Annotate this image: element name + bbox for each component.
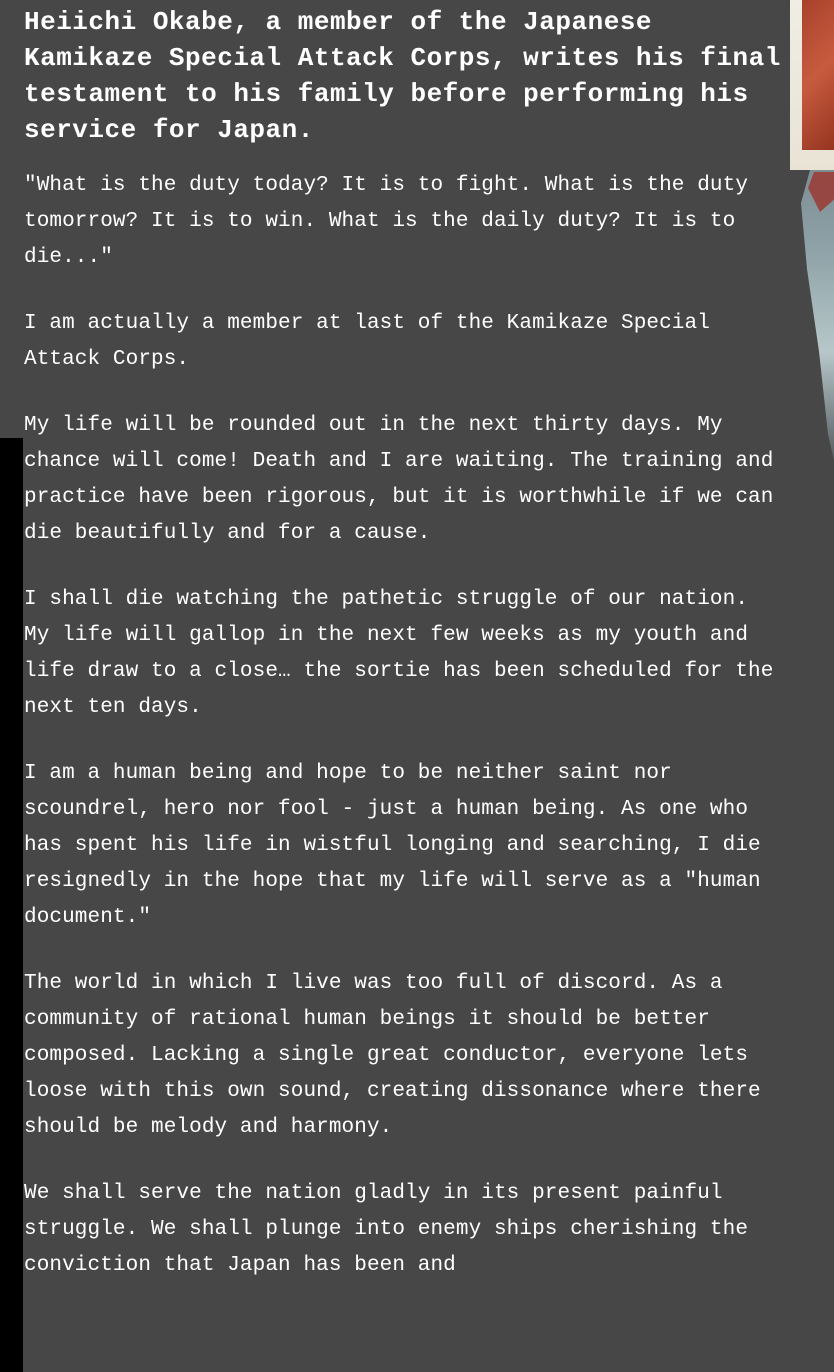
photo-frame	[790, 0, 834, 170]
paragraph: I shall die watching the pathetic struggle of our nation. My life will gallop in the next few weeks as my youth and life draw to a close… the sortie has been scheduled for the next ten days.	[24, 588, 774, 719]
map-fragment	[792, 170, 834, 500]
left-dark-bar	[0, 438, 23, 1372]
paragraph: My life will be rounded out in the next thirty days. My chance will come! Death and I are waiting. The training and practice have been rigorous, but it is worthwhile if we can die beautifully and for a cause.	[24, 414, 774, 545]
article-content	[24, 4, 784, 1314]
paragraph: We shall serve the nation gladly in its present painful struggle. We shall plunge into enemy ships cherishing the conviction that Japan has been and	[24, 1182, 749, 1277]
paragraph: The world in which I live was too full of discord. As a community of rational human beings it should be better composed. Lacking a single great conductor, everyone lets loose with this own sound, creating dissonance where there should be melody and harmony.	[24, 972, 761, 1139]
article-title: Heiichi Okabe, a member of the Japanese Kamikaze Special Attack Corps, writes his final testament to his family before performing his service for Japan.	[24, 7, 781, 145]
decorative-side-image	[790, 0, 834, 1372]
photo-image	[802, 0, 834, 150]
paragraph: I am a human being and hope to be neither saint nor scoundrel, hero nor fool - just a human being. As one who has spent his life in wistful longing and searching, I die resignedly in the hope that my life will serve as a "human document."	[24, 762, 761, 929]
paragraph: I am actually a member at last of the Kamikaze Special Attack Corps.	[24, 312, 710, 371]
paragraph-quote: "What is the duty today? It is to fight. What is the duty tomorrow? It is to win. What is the daily duty? It is to die..."	[24, 174, 749, 269]
